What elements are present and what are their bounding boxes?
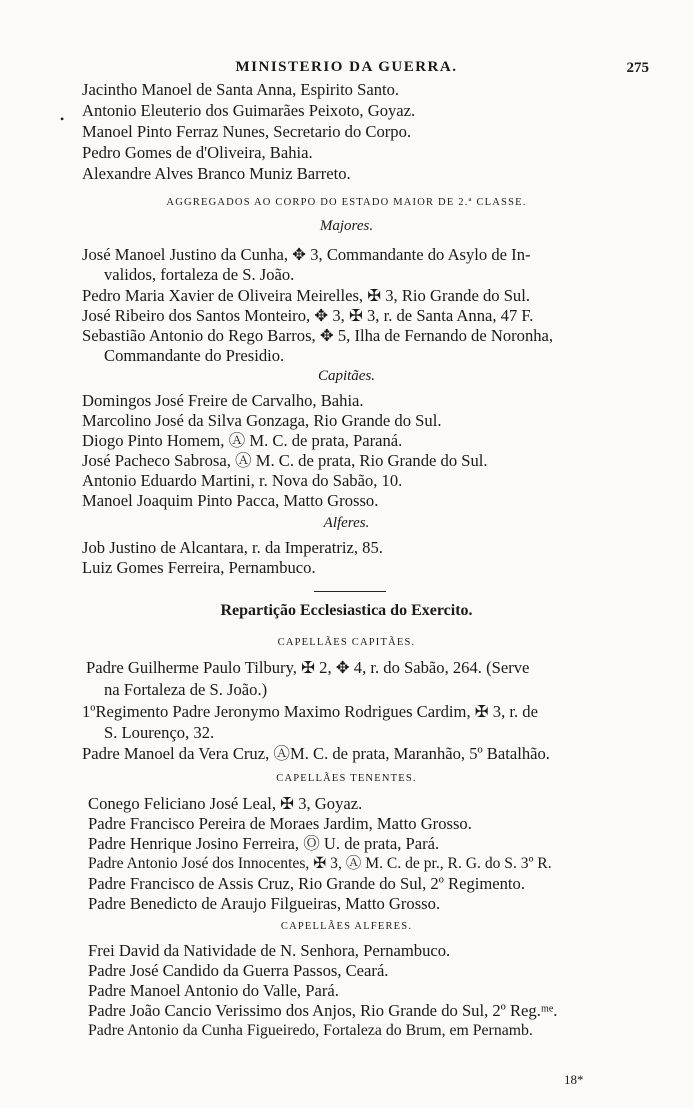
list-item: Sebastião Antonio do Rego Barros, ✥ 5, Ilha de Fernando de Noronha, [82,326,554,345]
list-item-continuation: Commandante do Presidio. [104,346,285,365]
list-item: Padre José Candido da Guerra Passos, Ceará. [88,961,389,980]
list-item: Alexandre Alves Branco Muniz Barreto. [82,164,351,183]
list-item: Conego Feliciano José Leal, ✠ 3, Goyaz. [88,794,363,813]
list-item: Marcolino José da Silva Gonzaga, Rio Grande do Sul. [82,411,442,430]
signature-mark: 18* [564,1072,584,1087]
bullet-mark: • [60,112,65,126]
list-item-continuation: validos, fortaleza de S. João. [104,265,295,284]
list-item: Manoel Pinto Ferraz Nunes, Secretario do Corpo. [82,122,412,141]
list-item: Frei David da Natividade de N. Senhora, Pernambuco. [88,941,451,960]
list-item: Antonio Eleuterio dos Guimarães Peixoto, Goyaz. [82,101,416,120]
list-item: Domingos José Freire de Carvalho, Bahia. [82,391,364,410]
section-title: Repartição Ecclesiastica do Exercito. [220,602,473,619]
list-item: Padre Antonio da Cunha Figueiredo, Fortaleza do Brum, em Pernamb. [88,1022,533,1039]
list-item: Padre Guilherme Paulo Tilbury, ✠ 2, ✥ 4, r. do Sabão, 264. (Serve [86,658,530,677]
list-item: Pedro Gomes de d'Oliveira, Bahia. [82,143,313,162]
list-item: Padre Antonio José dos Innocentes, ✠ 3, Ⓐ M. C. de pr., R. G. do S. 3º R. [88,855,552,872]
subheading-capellaes-tenentes: CAPELLÃES TENENTES. [276,773,417,784]
list-item: Pedro Maria Xavier de Oliveira Meirelles, ✠ 3, Rio Grande do Sul. [82,286,530,305]
list-item: José Ribeiro dos Santos Monteiro, ✥ 3, ✠ 3, r. de Santa Anna, 47 F. [82,306,534,325]
list-item: Antonio Eduardo Martini, r. Nova do Sabão, 10. [82,471,403,490]
list-item-continuation: S. Lourenço, 32. [104,723,215,742]
list-item: Padre João Cancio Verissimo dos Anjos, Rio Grande do Sul, 2º Reg.ᵐᵉ. [88,1001,558,1020]
list-item: Padre Manoel da Vera Cruz, ⒶM. C. de prata, Maranhão, 5º Batalhão. [82,744,550,763]
list-item: 1ºRegimento Padre Jeronymo Maximo Rodrigues Cardim, ✠ 3, r. de [82,702,538,721]
list-item-continuation: na Fortaleza de S. João.) [104,680,268,699]
section-title: AGGREGADOS AO CORPO DO ESTADO MAIOR DE 2.ª CLASSE. [166,197,527,208]
subheading-capitaes: Capitães. [317,368,376,384]
running-title: MINISTERIO DA GUERRA. [235,59,458,75]
list-item: Diogo Pinto Homem, Ⓐ M. C. de prata, Paraná. [82,431,403,450]
subheading-capellaes-capitaes: CAPELLÃES CAPITÃES. [277,637,416,648]
list-item: Padre Henrique Josino Ferreira, Ⓞ U. de prata, Pará. [88,834,440,853]
divider [314,591,386,592]
subheading-capellaes-alferes: CAPELLÃES ALFERES. [280,921,413,932]
subheading-alferes: Alferes. [323,515,370,531]
list-item: Padre Francisco de Assis Cruz, Rio Grande do Sul, 2º Regimento. [88,874,525,893]
list-item: Manoel Joaquim Pinto Pacca, Matto Grosso. [82,491,379,510]
subheading-majores: Majores. [319,218,374,234]
list-item: Jacintho Manoel de Santa Anna, Espirito Santo. [82,80,400,99]
list-item: Padre Manoel Antonio do Valle, Pará. [88,981,339,1000]
list-item: Job Justino de Alcantara, r. da Imperatriz, 85. [82,538,383,557]
list-item: Padre Benedicto de Araujo Filgueiras, Matto Grosso. [88,894,441,913]
list-item: Padre Francisco Pereira de Moraes Jardim, Matto Grosso. [88,814,472,833]
list-item: José Manoel Justino da Cunha, ✥ 3, Commandante do Asylo de In- [82,245,531,264]
page-number: 275 [626,60,649,76]
list-item: Luiz Gomes Ferreira, Pernambuco. [82,558,316,577]
list-item: José Pacheco Sabrosa, Ⓐ M. C. de prata, Rio Grande do Sul. [82,451,488,470]
